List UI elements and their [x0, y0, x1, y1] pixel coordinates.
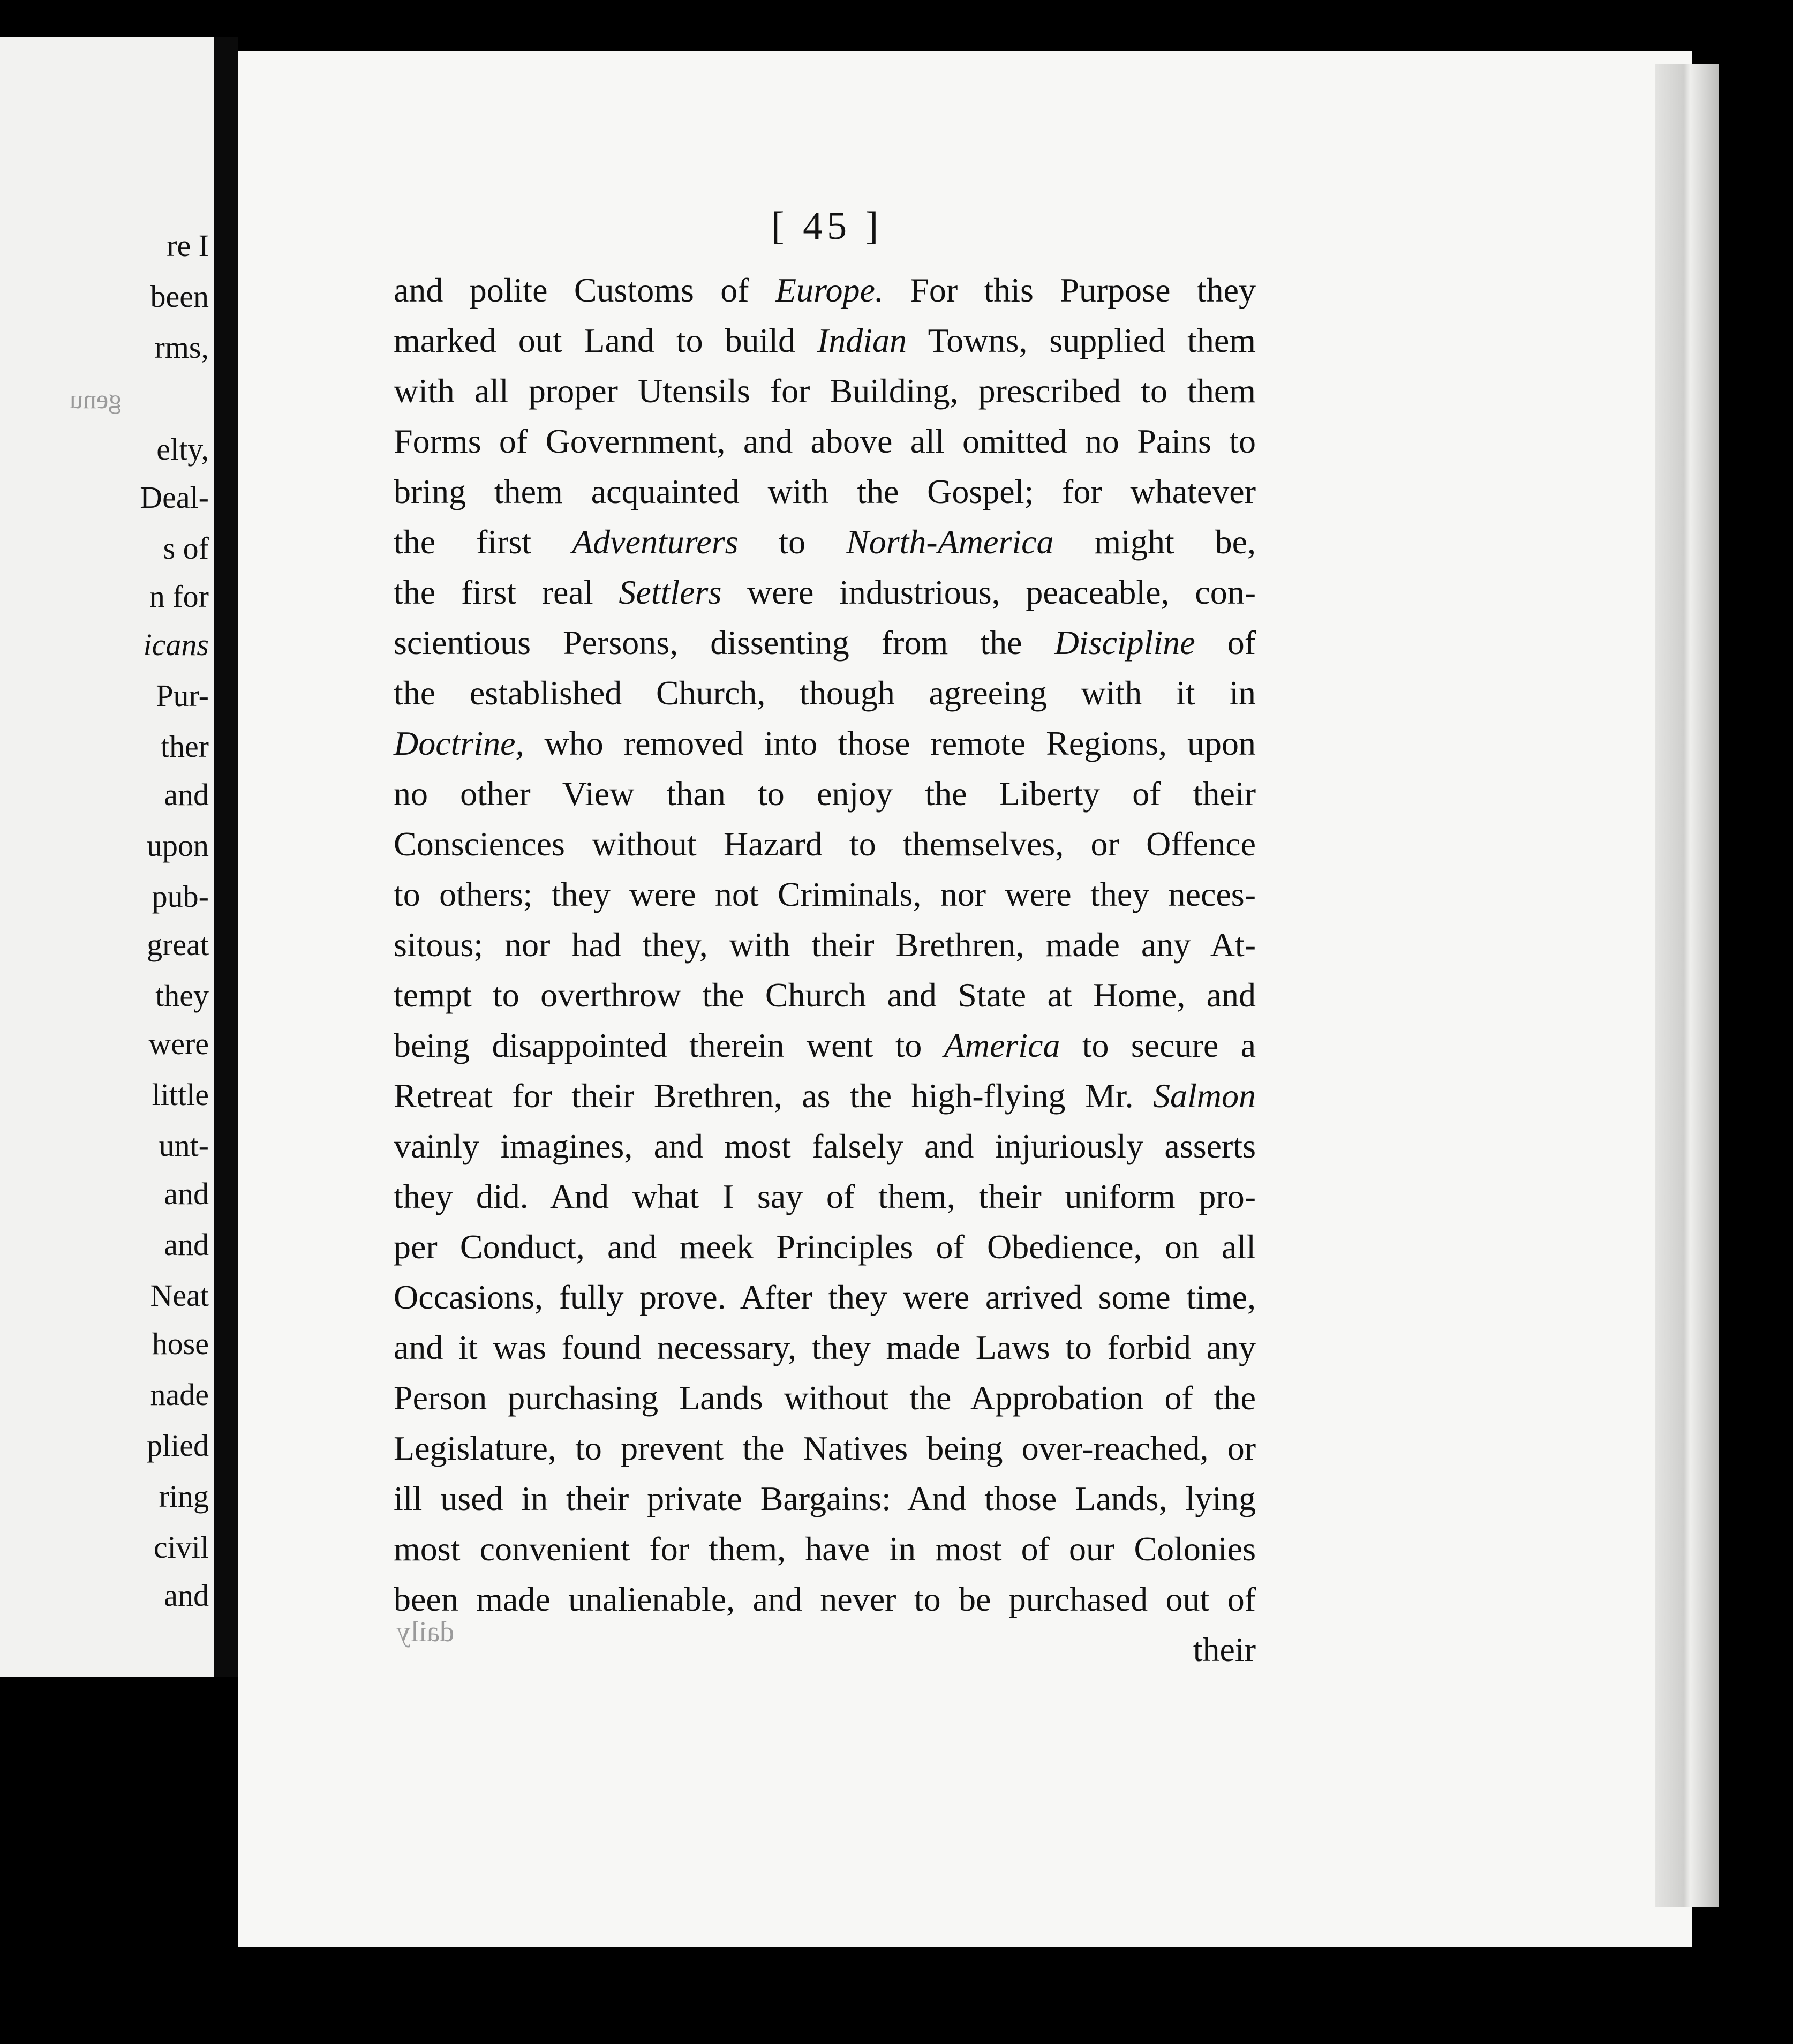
- catchword: their: [1193, 1630, 1256, 1669]
- text-line: being disappointed therein went to America to secure a: [394, 1026, 1256, 1064]
- left-page-line: and: [164, 1176, 209, 1211]
- left-page-line: ring: [159, 1479, 209, 1514]
- text-line: the established Church, though agreeing with it in: [394, 674, 1256, 712]
- italic-term: America: [944, 1026, 1060, 1064]
- left-page-line: icans: [143, 627, 209, 662]
- left-page-line: and: [164, 777, 209, 812]
- left-page-line: n for: [149, 579, 209, 614]
- text-line: and it was found necessary, they made Laws to forbid any: [394, 1328, 1256, 1366]
- italic-term: Indian: [817, 321, 907, 359]
- text-line: and polite Customs of Europe. For this Purpose they: [394, 271, 1256, 309]
- italic-term: Adventurers: [572, 523, 739, 561]
- show-through-text: daily: [396, 1615, 454, 1648]
- text-line: per Conduct, and meek Principles of Obedience, on all: [394, 1228, 1256, 1266]
- text-line: they did. And what I say of them, their uniform pro-: [394, 1177, 1256, 1215]
- text-line: bring them acquainted with the Gospel; for whatever: [394, 472, 1256, 510]
- left-page-line: pub-: [152, 879, 209, 914]
- italic-term: Discipline: [1054, 623, 1195, 662]
- left-page-line: great: [147, 927, 209, 962]
- text-line: to others; they were not Criminals, nor were they neces-: [394, 875, 1256, 913]
- left-page-line: Neat: [150, 1278, 209, 1313]
- text-line: the first real Settlers were industrious, peaceable, con-: [394, 573, 1256, 611]
- text-line: Doctrine, who removed into those remote Regions, upon: [394, 724, 1256, 762]
- left-page-line: re I: [167, 228, 209, 263]
- left-page-fragment: [0, 37, 217, 1677]
- text-line: tempt to overthrow the Church and State at Home, and: [394, 976, 1256, 1014]
- left-page-line: s of: [163, 531, 209, 566]
- left-page-line: elty,: [156, 432, 209, 467]
- left-page-line: been: [150, 279, 209, 314]
- text-line: Consciences without Hazard to themselves, or Offence: [394, 825, 1256, 863]
- text-line: ill used in their private Bargains: And those Lands, lying: [394, 1479, 1256, 1517]
- text-line: marked out Land to build Indian Towns, supplied them: [394, 321, 1256, 359]
- text-line: no other View than to enjoy the Liberty of their: [394, 775, 1256, 813]
- text-line: Retreat for their Brethren, as the high-flying Mr. Salmon: [394, 1077, 1256, 1115]
- text-line: Person purchasing Lands without the Approbation of the: [394, 1379, 1256, 1417]
- left-page-line: unt-: [159, 1128, 209, 1163]
- left-page-line: nade: [150, 1377, 209, 1412]
- italic-term: North-America: [846, 523, 1054, 561]
- text-line: vainly imagines, and most falsely and injuriously asserts: [394, 1127, 1256, 1165]
- left-page-line: Deal-: [140, 480, 209, 515]
- body-text: [394, 265, 1256, 1675]
- italic-term: Europe.: [775, 271, 884, 309]
- italic-term: Doctrine,: [394, 724, 524, 762]
- left-page-line: they: [155, 978, 209, 1013]
- left-page-line: ther: [160, 729, 209, 764]
- left-page-line: plied: [147, 1428, 209, 1463]
- text-line: with all proper Utensils for Building, prescribed to them: [394, 372, 1256, 410]
- text-line: sitous; nor had they, with their Brethren, made any At-: [394, 926, 1256, 964]
- left-page-line: Pur-: [156, 678, 209, 713]
- text-line: most convenient for them, have in most of our Colonies: [394, 1530, 1256, 1568]
- text-line: scientious Persons, dissenting from the Discipline of: [394, 623, 1256, 662]
- page-number-header: [ 45 ]: [771, 204, 883, 248]
- text-line: Legislature, to prevent the Natives being over-reached, or: [394, 1429, 1256, 1467]
- text-line: Forms of Government, and above all omitted no Pains to: [394, 422, 1256, 460]
- left-page-line: hose: [152, 1326, 209, 1361]
- left-page-line: civil: [153, 1530, 209, 1565]
- book-gutter: [214, 37, 238, 1677]
- text-line: the first Adventurers to North-America might be,: [394, 523, 1256, 561]
- italic-term: Settlers: [619, 573, 722, 611]
- page-edge-stack: [1655, 64, 1719, 1907]
- left-page-line: and: [164, 1227, 209, 1262]
- left-page-line: little: [152, 1077, 209, 1112]
- italic-term: Salmon: [1153, 1077, 1256, 1115]
- left-page-line: upon: [147, 828, 209, 863]
- text-line: Occasions, fully prove. After they were arrived some time,: [394, 1278, 1256, 1316]
- left-show-through: genu: [70, 384, 122, 414]
- left-page-line: were: [148, 1026, 209, 1061]
- left-page-line: rms,: [154, 330, 209, 365]
- text-line: been made unalienable, and never to be purchased out of: [394, 1580, 1256, 1618]
- left-page-line: and: [164, 1578, 209, 1613]
